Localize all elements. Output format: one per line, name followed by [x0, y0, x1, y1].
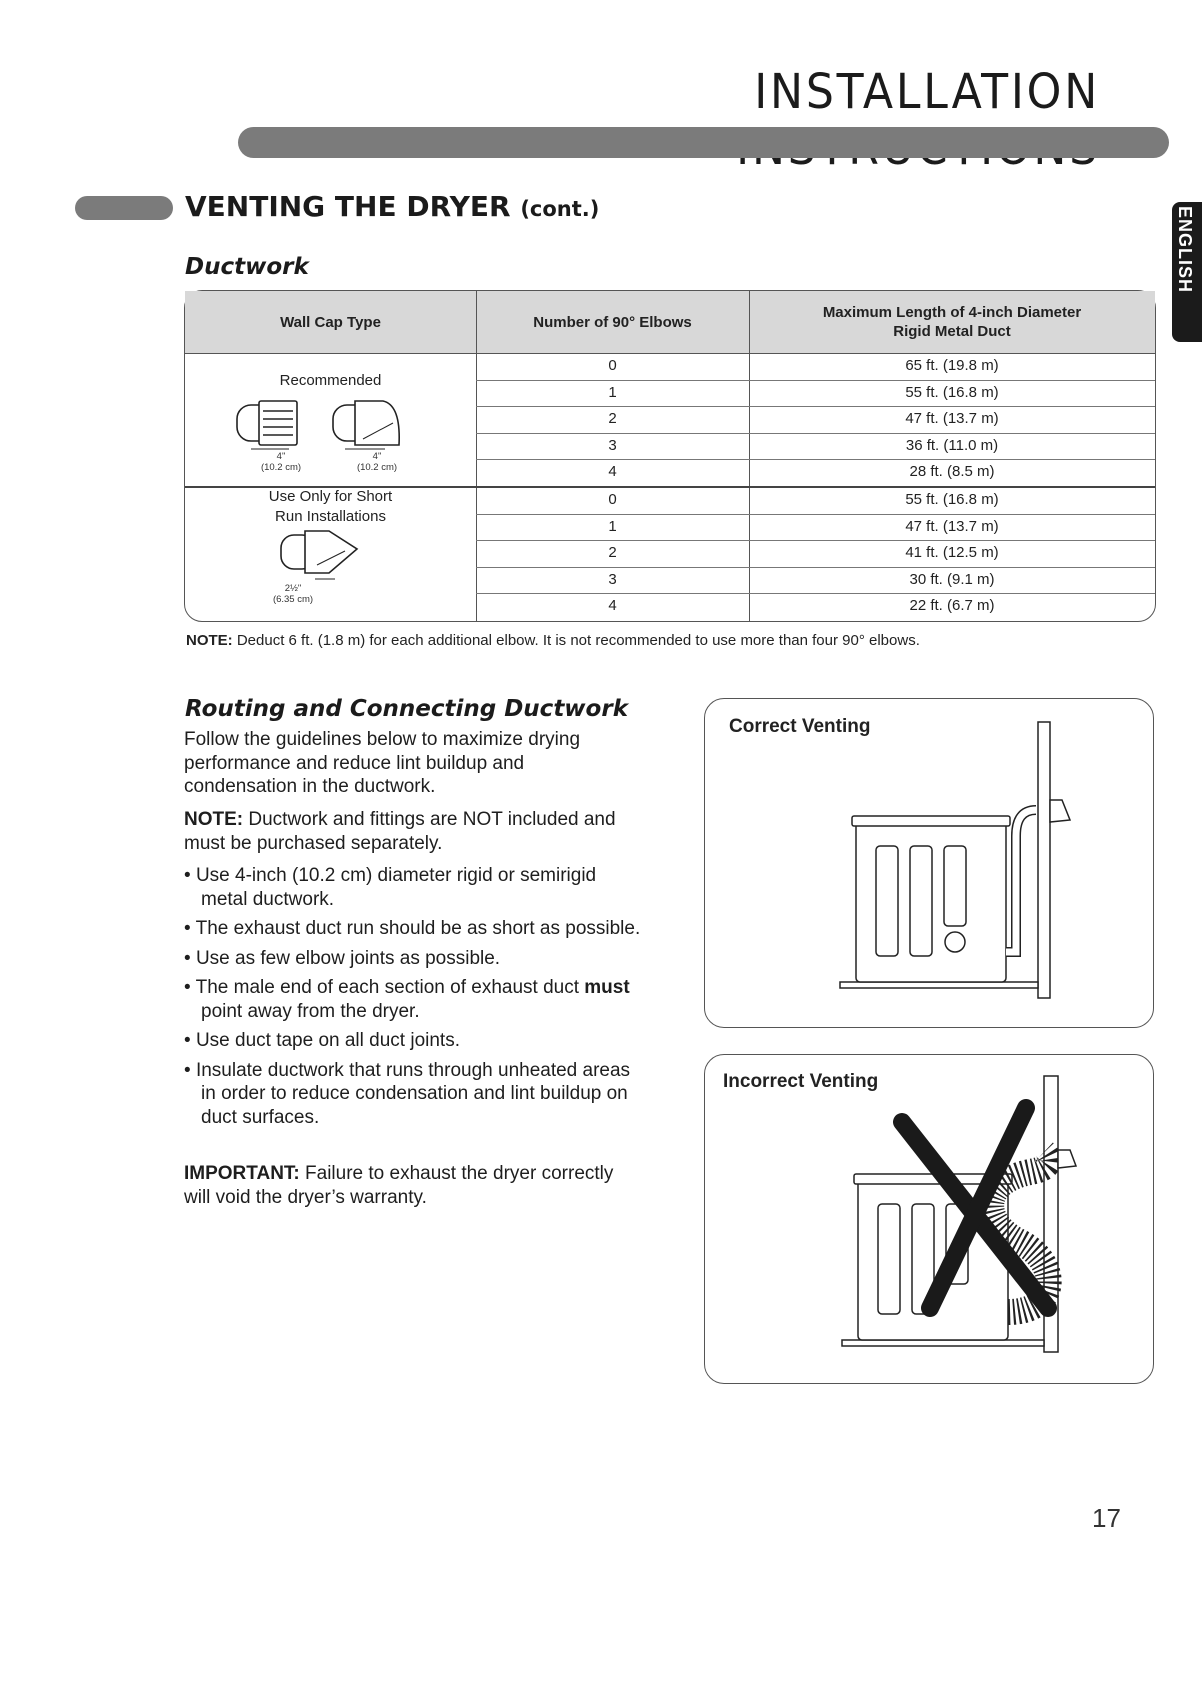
cell-elbows: 0: [608, 491, 617, 508]
dim-louvered: [251, 451, 311, 473]
cell-length: 55 ft. (16.8 m): [905, 491, 999, 508]
list-item-text: Use duct tape on all duct joints.: [195, 1030, 460, 1051]
cell-length: 28 ft. (8.5 m): [909, 463, 995, 481]
cell-length: 55 ft. (16.8 m): [905, 383, 999, 401]
header-wall-cap: Wall Cap Type: [280, 313, 381, 331]
important-note: [184, 1162, 634, 1209]
list-item-text: Insulate ductwork that runs through unheated areas in order to reduce condensation and lint buildup on duct surfaces.: [195, 1059, 631, 1128]
list-item-text: The male end of each section of exhaust duct: [195, 977, 585, 998]
table-note: [186, 632, 920, 649]
page-title: INSTALLATION: [754, 64, 1100, 120]
list-item-text: Use as few elbow joints as possible.: [195, 947, 501, 969]
routing-title: Routing and Connecting Ductwork: [185, 696, 628, 722]
ductwork-title: Ductwork: [185, 254, 309, 280]
incorrect-venting-label: Incorrect Venting: [723, 1071, 879, 1092]
header-length-line2: Rigid Metal Duct: [893, 323, 1011, 340]
correct-venting-illustration: [830, 716, 1080, 998]
dim-value: 4": [276, 451, 286, 462]
list-item: • The exhaust duct run should be as short as possible.: [184, 918, 641, 939]
cell-elbows: 1: [608, 517, 617, 535]
short-run-wall-cap-illustration: [277, 529, 387, 589]
list-item: • Use as few elbow joints as possible.: [184, 947, 501, 969]
cell-elbows: 3: [608, 570, 617, 588]
cap-type-line: Run Installations: [275, 508, 386, 525]
header-length: [749, 291, 1155, 353]
section-heading: [185, 190, 599, 223]
page-number: 17: [1092, 1503, 1121, 1533]
cap-type-short-run: [185, 487, 476, 527]
guideline-list: [184, 864, 644, 1135]
section-pill: [75, 196, 173, 220]
note-text: Ductwork and fittings are NOT included and must be purchased separately.: [184, 809, 616, 854]
cap-type-recommended: Recommended: [279, 372, 382, 389]
table-header: [185, 291, 1155, 354]
routing-intro: Follow the guidelines below to maximize drying performance and reduce lint buildup and condensation in the ductwork.: [184, 729, 581, 797]
note-label: NOTE:: [186, 632, 233, 649]
language-tab-label: ENGLISH: [1175, 206, 1195, 294]
important-label: IMPORTANT:: [184, 1163, 300, 1184]
list-item: • Use duct tape on all duct joints.: [184, 1030, 460, 1051]
dim-value: 4": [372, 451, 382, 462]
dim-short-run: [263, 583, 323, 605]
cell-elbows: 4: [608, 463, 617, 481]
title-bar: [238, 127, 1169, 158]
list-item-text: Use 4-inch (10.2 cm) diameter rigid or semirigid metal ductwork.: [195, 865, 597, 910]
note-text: Deduct 6 ft. (1.8 m) for each additional elbow. It is not recommended to use more than four 90° elbows.: [232, 632, 920, 649]
important-text: Failure to exhaust the dryer correctly will void the dryer’s warranty.: [184, 1163, 614, 1208]
cell-length: 30 ft. (9.1 m): [909, 570, 995, 588]
cell-length: 47 ft. (13.7 m): [905, 517, 999, 535]
ductwork-table: [184, 290, 1156, 622]
correct-venting-label: Correct Venting: [729, 716, 871, 737]
cap-type-line: Use Only for Short: [268, 488, 393, 505]
note-label: NOTE:: [184, 809, 244, 830]
cell-elbows: 4: [608, 597, 617, 615]
dim-hood: [347, 451, 407, 473]
cell-elbows: 2: [608, 410, 617, 428]
incorrect-venting-illustration: [830, 1072, 1080, 1362]
list-item-text: point away from the dryer.: [201, 1000, 420, 1022]
dim-metric: (6.35 cm): [272, 594, 314, 605]
dim-metric: (10.2 cm): [260, 462, 302, 473]
cell-length: 47 ft. (13.7 m): [905, 410, 999, 428]
cell-elbows: 1: [608, 383, 617, 401]
emphasis: must: [584, 977, 630, 998]
section-heading-suffix: (cont.): [520, 197, 600, 221]
list-item-text: The exhaust duct run should be as short as possible.: [195, 918, 641, 939]
cell-elbows: 3: [608, 436, 617, 454]
section-heading-text: VENTING THE DRYER: [185, 190, 511, 223]
cell-elbows: 0: [608, 357, 617, 374]
header-length-line1: Maximum Length of 4-inch Diameter: [822, 304, 1082, 321]
list-item: • Use 4-inch (10.2 cm) diameter rigid or semirigid metal ductwork.: [184, 865, 597, 910]
cell-length: 65 ft. (19.8 m): [905, 357, 999, 374]
list-item: • Insulate ductwork that runs through unheated areas in order to reduce condensation and lint buildup on duct surfaces.: [184, 1059, 631, 1128]
dim-value: 2½": [284, 583, 302, 594]
cell-length: 22 ft. (6.7 m): [909, 597, 995, 615]
cell-length: 36 ft. (11.0 m): [905, 436, 999, 454]
louvered-wall-cap: [237, 401, 297, 449]
routing-note: [184, 808, 634, 855]
list-item: • The male end of each section of exhaust duct must point away from the dryer.: [184, 977, 630, 1022]
dim-metric: (10.2 cm): [356, 462, 398, 473]
header-elbows: Number of 90° Elbows: [533, 313, 692, 331]
cell-length: 41 ft. (12.5 m): [905, 544, 999, 562]
hood-wall-cap: [333, 401, 399, 449]
cell-elbows: 2: [608, 544, 617, 562]
